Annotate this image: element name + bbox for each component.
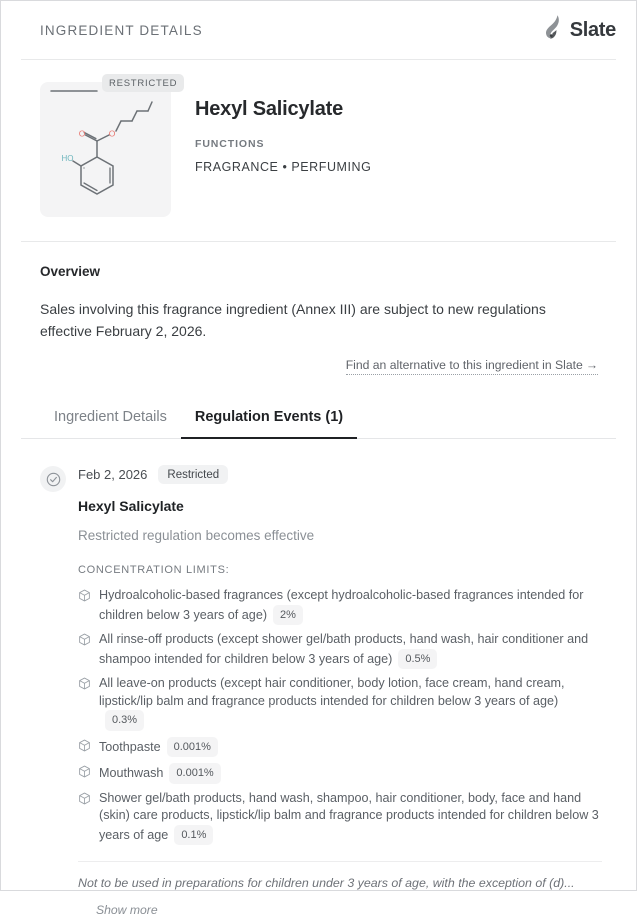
concentration-limit-value: 0.1% (174, 825, 213, 846)
package-box-icon (78, 589, 91, 607)
slate-leaf-logo-icon (543, 14, 565, 47)
regulation-event (1, 439, 636, 917)
concentration-limit-text (99, 587, 602, 625)
event-date: Feb 2, 2026 (78, 467, 148, 482)
tabs-zone (1, 401, 636, 439)
concentration-limit-value: 0.001% (167, 737, 218, 758)
alternative-link-row (40, 358, 611, 375)
arrow-right-icon: → (585, 358, 598, 372)
package-box-icon (78, 633, 91, 651)
concentration-limit-item (78, 673, 602, 735)
show-more-button[interactable] (78, 903, 602, 917)
concentration-limit-item (78, 585, 602, 629)
package-box-icon (78, 739, 91, 757)
tab-regulation-events[interactable]: Regulation Events (1) (181, 401, 357, 439)
find-alternative-link[interactable] (346, 358, 598, 375)
chevron-down-icon (78, 903, 89, 917)
regulation-event-body (78, 465, 314, 543)
overview-title: Overview (40, 264, 101, 279)
package-box-icon (78, 765, 91, 783)
concentration-limit-text (99, 790, 602, 846)
concentration-limit-text (99, 675, 602, 731)
restriction-note: Not to be used in preparations for children under 3 years of age, with the exception of (d)... (78, 876, 575, 890)
tab-list (1, 401, 636, 439)
overview-body: Sales involving this fragrance ingredient (Annex III) are subject to new regulations effective February 2, 2026. (40, 301, 546, 339)
check-circle-icon (40, 466, 66, 492)
molecule-structure-image (40, 82, 171, 217)
concentration-limit-value: 0.5% (398, 649, 437, 670)
concentration-limits-title: CONCENTRATION LIMITS: (78, 564, 230, 576)
brand-logo (543, 14, 616, 47)
concentration-limit-item (78, 629, 602, 673)
svg-text:HO: HO (61, 153, 73, 163)
brand-name: Slate (569, 18, 616, 41)
concentration-limit-value: 0.3% (105, 710, 144, 731)
status-badge: Restricted (158, 465, 228, 484)
event-meta (78, 465, 314, 484)
svg-text:O: O (78, 127, 85, 138)
concentration-limits-list (78, 585, 602, 849)
event-subtitle: Restricted regulation becomes effective (78, 528, 315, 543)
concentration-limit-text (99, 763, 221, 784)
find-alternative-link-label: Find an alternative to this ingredient in Slate (345, 358, 583, 372)
show-more-label: Show more (96, 903, 158, 917)
concentration-limit-label: Shower gel/bath products, hand wash, shampoo, hair conditioner, body, face and hand (skin) care products, lipstick/lip balm and fragrance products intended for children below 3 years of age (99, 790, 599, 842)
ingredient-name: Hexyl Salicylate (195, 98, 344, 120)
overview-section (1, 242, 636, 375)
svg-text:O: O (108, 127, 115, 138)
limits-divider (78, 861, 602, 862)
concentration-limit-value: 2% (273, 605, 303, 626)
concentration-limit-label: Toothpaste (99, 739, 161, 754)
concentration-limit-label: Mouthwash (99, 766, 164, 780)
concentration-limit-label: Hydroalcoholic-based fragrances (except hydroalcoholic-based fragrances intended for children below 3 years of age) (99, 588, 584, 622)
functions-value: FRAGRANCE • PERFUMING (195, 160, 372, 174)
package-box-icon (78, 677, 91, 695)
page-header (1, 1, 636, 59)
concentration-limit-text (99, 737, 218, 758)
package-box-icon (78, 792, 91, 810)
ingredient-info (195, 82, 371, 217)
molecule-panel (40, 78, 178, 217)
concentration-limit-label: All leave-on products (except hair conditioner, body lotion, face cream, hand cream, lipstick/lip balm and fragrance products intended for children below 3 years of age) (99, 676, 565, 708)
concentration-limit-item (78, 735, 602, 762)
page-title: INGREDIENT DETAILS (40, 22, 203, 38)
ingredient-hero (1, 60, 636, 241)
concentration-limit-item (78, 761, 602, 788)
regulation-event-header (40, 465, 616, 543)
concentration-limit-label: All rinse-off products (except shower gel/bath products, hand wash, hair conditioner and shampoo intended for children below 3 years of age) (99, 632, 589, 666)
event-ingredient-name: Hexyl Salicylate (78, 498, 184, 514)
restricted-badge: RESTRICTED (102, 74, 184, 92)
concentration-limit-item (78, 788, 602, 850)
functions-label: FUNCTIONS (195, 138, 265, 150)
tab-ingredient-details[interactable]: Ingredient Details (54, 409, 167, 425)
concentration-limits (40, 564, 616, 917)
concentration-limit-value: 0.001% (169, 763, 220, 784)
concentration-limit-text (99, 631, 602, 669)
